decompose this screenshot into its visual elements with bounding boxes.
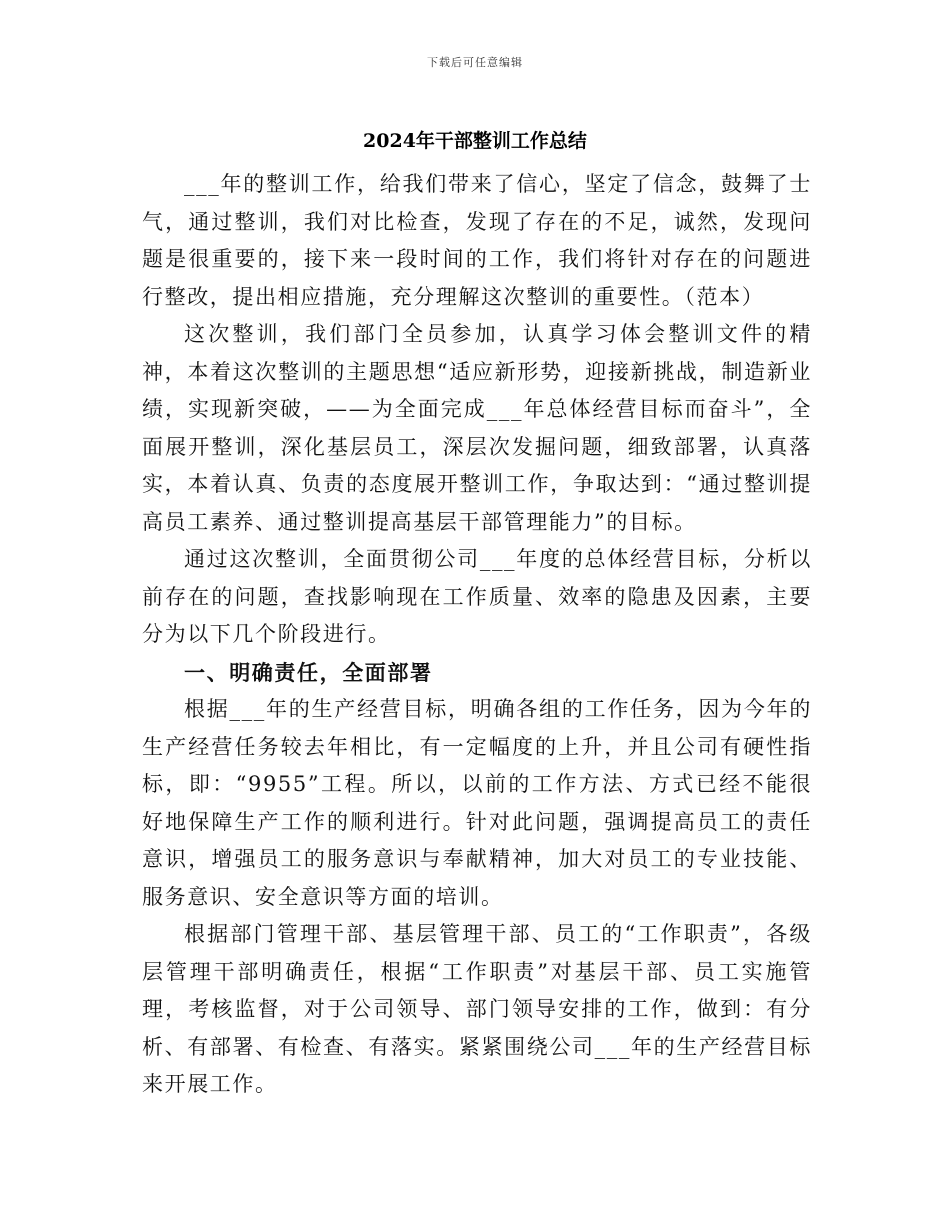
paragraph-intro: ___年的整训工作，给我们带来了信心，坚定了信念，鼓舞了士气，通过整训，我们对比检查，发现了存在的不足，诚然，发现问题是很重要的，接下来一段时间的工作，我们将针对存在的问题进行整改，提出相应措施，充分理解这次整训的重要性。（范本） [142, 172, 812, 309]
paragraph-stages: 通过这次整训，全面贯彻公司___年度的总体经营目标，分析以前存在的问题，查找影响现在工作质量、效率的隐患及因素，主要分为以下几个阶段进行。 [142, 547, 812, 646]
document-title: 2024年干部整训工作总结 [363, 130, 587, 152]
section-heading: 一、明确责任，全面部署 [184, 659, 433, 685]
header-note: 下载后可任意编辑 [427, 56, 523, 69]
paragraph-section1-duties: 根据部门管理干部、基层管理干部、员工的“工作职责”，各级层管理干部明确责任，根据“工作职责”对基层干部、员工实施管理，考核监督，对于公司领导、部门领导安排的工作，做到：有分析、有部署、有检查、有落实。紧紧围绕公司___年的生产经营目标来开展工作。 [142, 922, 812, 1096]
paragraph-participation: 这次整训，我们部门全员参加，认真学习体会整训文件的精神，本着这次整训的主题思想“适应新形势，迎接新挑战，制造新业绩，实现新突破，——为全面完成___年总体经营目标而奋斗”，全面展开整训，深化基层员工，深层次发掘问题，细致部署，认真落实，本着认真、负责的态度展开整训工作，争取达到：“通过整训提高员工素养、通过整训提高基层干部管理能力”的目标。 [142, 322, 812, 534]
paragraph-section1-goals: 根据___年的生产经营目标，明确各组的工作任务，因为今年的生产经营任务较去年相比，有一定幅度的上升，并且公司有硬性指标，即：“9955”工程。所以，以前的工作方法、方式已经不能很好地保障生产工作的顺利进行。针对此问题，强调提高员工的责任意识，增强员工的服务意识与奉献精神，加大对员工的专业技能、服务意识、安全意识等方面的培训。 [142, 697, 812, 909]
document-body [142, 166, 812, 1104]
